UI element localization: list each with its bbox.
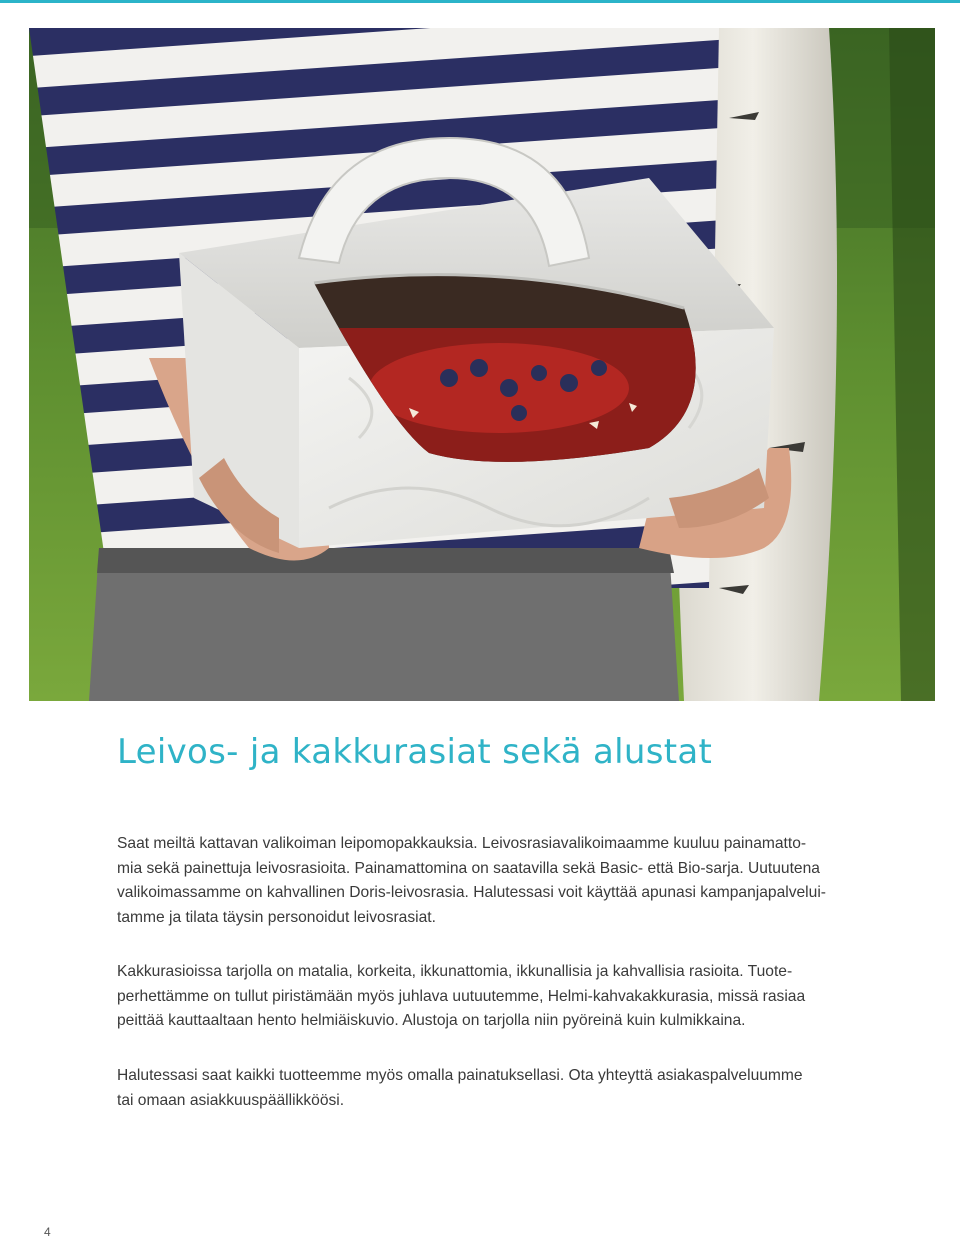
paragraph-line: peittää kauttaaltaan hento helmiäiskuvio. Alustoja on tarjolla niin pyöreinä kuin kulmikkaina. <box>117 1012 746 1029</box>
paragraph-line: Halutessasi saat kaikki tuotteemme myös omalla painatuksellasi. Ota yhteyttä asiakaspalveluumme <box>117 1067 803 1084</box>
cake-box-photo <box>29 28 935 701</box>
paragraph-line: tamme ja tilata täysin personoidut leivosrasiat. <box>117 908 436 926</box>
paragraph-line: tai omaan asiakkuuspäällikköösi. <box>117 1091 345 1109</box>
printing-paragraph <box>117 1064 857 1113</box>
top-accent-rule <box>0 0 960 3</box>
paragraph-line: valikoimassamme on kahvallinen Doris-leivosrasia. Halutessasi voit käyttää apunasi kampanjapalvelui- <box>117 884 826 901</box>
page-number: 4 <box>44 1225 51 1239</box>
intro-paragraph <box>117 832 857 930</box>
paragraph-line: Kakkurasioissa tarjolla on matalia, korkeita, ikkunattomia, ikkunallisia ja kahvallisia rasioita. Tuote- <box>117 963 793 980</box>
paragraph-line: mia sekä painettuja leivosrasioita. Painamattomina on saatavilla sekä Basic- että Bio-sarja. Uutuutena <box>117 859 820 877</box>
cake-box-paragraph <box>117 960 857 1034</box>
section-heading: Leivos- ja kakkurasiat sekä alustat <box>117 732 713 772</box>
paragraph-line: perhettämme on tullut piristämään myös juhlava uutuutemme, Helmi-kahvakakkurasia, missä rasiaa <box>117 987 806 1005</box>
paragraph-line: Saat meiltä kattavan valikoiman leipomopakkauksia. Leivosrasiavalikoimaamme kuuluu painamatto- <box>117 835 807 852</box>
